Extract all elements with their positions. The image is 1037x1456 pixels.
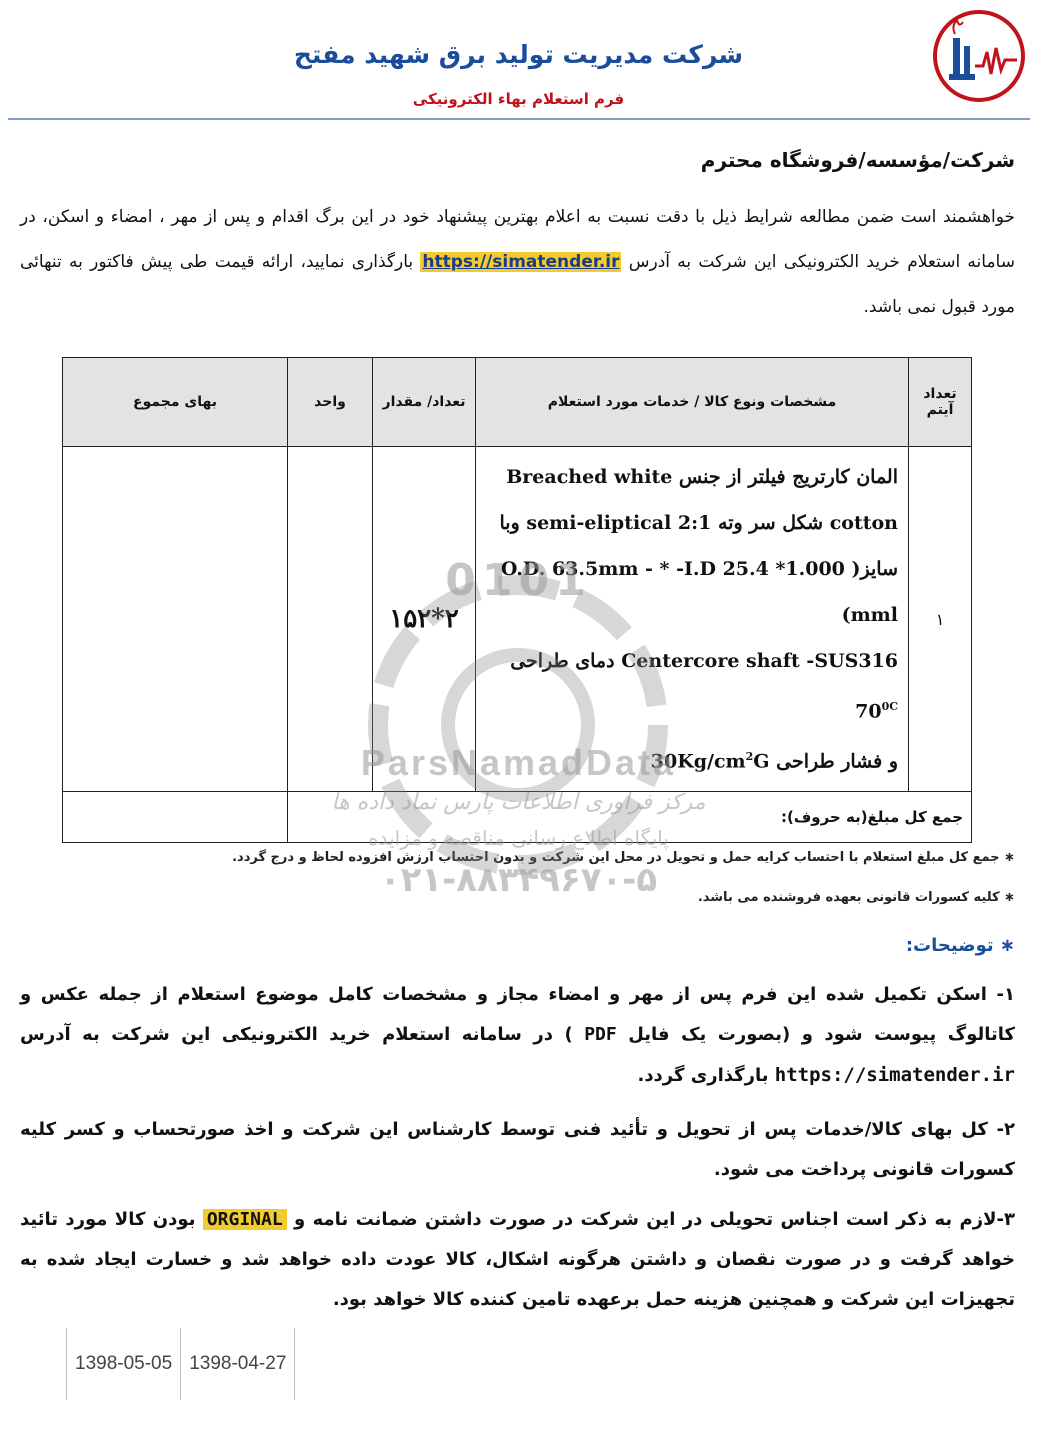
explanations-title: ∗ توضیحات: <box>905 935 1015 956</box>
table-row <box>63 447 972 792</box>
desc-line: المان کارتریج فیلتر از جنس Breached white <box>506 465 898 488</box>
explanations-title-text: توضیحات: <box>905 935 994 956</box>
note-deductions-text: کلیه کسورات قانونی بعهده فروشنده می باشد. <box>697 890 1000 905</box>
sum-label: جمع کل مبلغ(به حروف): <box>288 792 972 843</box>
desc-line <box>486 638 898 734</box>
row-quantity: ۲*۱۵۲ <box>373 447 476 792</box>
item3-text-a: ۳-لازم به ذکر است اجناس تحویلی در این شرکت در صورت داشتن ضمانت نامه و <box>286 1209 1015 1230</box>
row-index: ۱ <box>909 447 972 792</box>
desc-pressure-exp: 2 <box>745 750 754 763</box>
addressee: شرکت/مؤسسه/فروشگاه محترم <box>700 148 1015 172</box>
item1-text-c: بارگذاری گردد. <box>637 1065 775 1086</box>
dates-table <box>66 1328 295 1400</box>
explanation-item-1 <box>20 975 1015 1096</box>
item1-url-link[interactable]: https://simatender.ir <box>774 1064 1015 1086</box>
item3-original-highlight: ORGINAL <box>203 1209 287 1230</box>
intro-text-1: خواهشمند است ضمن مطالعه شرایط ذیل با دقت نسبت به اعلام بهترین پیشنهاد خود در این برگ اقدام و پس از مهر ، امضاء و اسکن، در سامانه استعلام خرید الکترونیکی این شرکت به آدرس <box>20 207 1015 272</box>
item1-text-a: ۱- اسکن تکمیل شده این فرم پس از مهر و امضاء مجاز و مشخصات کامل موضوع استعلام از جمله عکس و کاتالوگ پیوست شود و (بصورت یک فایل <box>20 984 1015 1045</box>
desc-pressure-text: و فشار طراحی 30Kg/cm <box>650 750 898 773</box>
watermark-brand: ParsNamadData <box>360 742 677 783</box>
desc-temp-unit: 0C <box>881 699 898 713</box>
header-unit: واحد <box>288 358 373 447</box>
header-index: تعداد آیتم <box>909 358 972 447</box>
note-shipping: ∗ جمع کل مبلغ استعلام با احتساب کرایه حمل و تحویل در محل این شرکت و بدون احتساب ارزش افزوده لحاظ و درج گردد. <box>232 850 1015 865</box>
desc-temp-text: Centercore shaft -SUS316 دمای طراحی 70 <box>510 649 898 722</box>
table-header-row <box>63 358 972 447</box>
header-divider <box>8 118 1030 120</box>
watermark-line1: مرکز فراوری اطلاعات پارس نماد داده ها <box>331 790 706 815</box>
row-total-input[interactable] <box>63 447 288 792</box>
item1-text-b: ) در سامانه استعلام خرید الکترونیکی این شرکت به آدرس <box>20 1024 585 1045</box>
desc-line: سایز( O.D. 63.5mm - * -I.D 25.4 *1.000 mml) <box>500 557 898 626</box>
desc-line: cotton شکل سر وته 2:1 semi-eliptical وبا <box>499 511 898 534</box>
row-description <box>476 447 909 792</box>
header-description: مشخصات ونوع کالا / خدمات مورد استعلام <box>476 358 909 447</box>
sum-amount-input[interactable] <box>63 792 288 843</box>
items-table <box>62 357 972 843</box>
sum-row <box>63 792 972 843</box>
explanation-item-2: ۲- کل بهای کالا/خدمات پس از تحویل و تأئید فنی توسط کارشناس این شرکت و اخذ صورتحساب و کسر کلیه کسورات قانونی پرداخت می شود. <box>20 1119 1015 1180</box>
note-shipping-text: جمع کل مبلغ استعلام با احتساب کرایه حمل و تحویل در محل این شرکت و بدون احتساب ارزش افزوده لحاظ و درج گردد. <box>232 850 1000 865</box>
date-issued: 1398-04-27 <box>181 1328 295 1400</box>
simatender-link[interactable]: https://simatender.ir <box>422 252 620 272</box>
item1-pdf: PDF <box>584 1024 617 1045</box>
form-subtitle: فرم استعلام بهاء الکترونیکی <box>412 90 625 108</box>
desc-line <box>486 734 898 784</box>
item3-text-b: بودن کالا مورد تائید خواهد گرفت و در صورت نقصان و داشتن هرگونه اشکال، کالا عودت داده خواهد شد و خسارت ایجاد شده به تجهیزات این شرکت و همچنین هزینه حمل برعهده تامین کننده کالا خواهد بود. <box>20 1209 1015 1310</box>
intro-paragraph <box>20 195 1015 330</box>
watermark-phone: ۰۲۱-۸۸۳۴۹۶۷۰-۵ <box>379 860 658 900</box>
header-total: بهای مجموع <box>63 358 288 447</box>
explanation-item-3 <box>20 1200 1015 1320</box>
header-quantity: تعداد/ مقدار <box>373 358 476 447</box>
watermark-digits: 0101 <box>445 555 592 606</box>
intro-text-2: بارگذاری نمایید، ارائه قیمت طی پیش فاکتور به تنهائی مورد قبول نمی باشد. <box>20 252 1015 317</box>
watermark-line2: پایگاه اطلاع رسانی مناقصه و مزایده <box>368 826 669 850</box>
company-title: شرکت مدیریت تولید برق شهید مفتح <box>293 40 744 69</box>
date-deadline: 1398-05-05 <box>67 1328 181 1400</box>
desc-pressure-suffix: G <box>753 750 770 773</box>
note-deductions: ∗ کلیه کسورات قانونی بعهده فروشنده می باشد. <box>697 890 1015 905</box>
row-unit-input[interactable] <box>288 447 373 792</box>
